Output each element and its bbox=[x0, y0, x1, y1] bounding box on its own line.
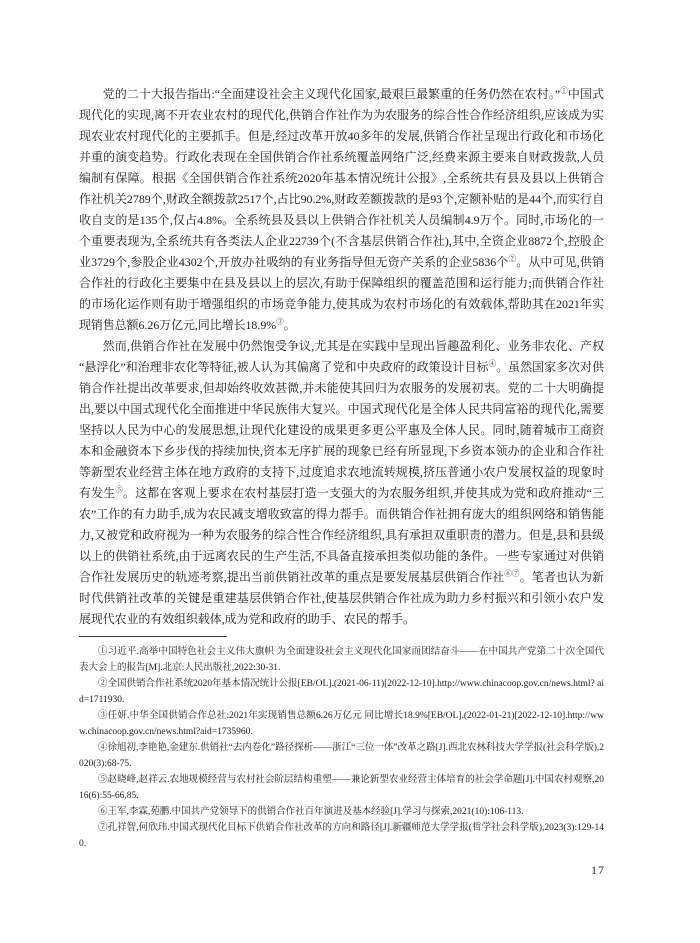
footnotes-section bbox=[79, 644, 604, 852]
body-text-run: 。 bbox=[283, 318, 296, 332]
footnote-item-1: ①习近平.高举中国特色社会主义伟大旗帜 为全面建设社会主义现代化国家而团结奋斗——在中国共产党第二十次全国代表大会上的报告[M].北京:人民出版社,2022:30-31. bbox=[79, 647, 604, 673]
body-text-run: 党的二十大报告指出:“全面建设社会主义现代化国家,最艰巨最繁重的任务仍然在农村。” bbox=[102, 87, 561, 101]
footnote-item-7: ⑦孔祥智,何欣玮.中国式现代化目标下供销合作社改革的方向和路径[J].新疆师范大学学报(哲学社会科学版),2023(3):129-140. bbox=[79, 823, 604, 849]
article-body bbox=[79, 84, 604, 852]
footnote-ref-superscript: ① bbox=[560, 86, 568, 96]
body-text-run: 。笔者也认为新时代供销社改革的关键是重建基层供销合作社,使基层供销合作社成为助力乡村振兴和引领小农户发展现代农业的有效组织载体,成为党和政府的助手、农民的帮手。 bbox=[79, 570, 604, 626]
footnote-item-6: ⑥王军,李霖,苑鹏.中国共产党领导下的供销合作社百年演进及基本经验[J].学习与探索,2021(10):106-113. bbox=[98, 807, 524, 817]
body-text-run: 中国式现代化的实现,离不开农业农村的现代化,供销合作社作为为农服务的综合性合作经济组织,应该成为实现农业农村现代化的主要抓手。但是,经过改革开放40多年的发展,供销合作社呈现出行政化和市场化并重的演变趋势。行政化表现在全国供销合作社系统覆盖网络广泛,经费来源主要来自财政拨款,人员编制有保障。根据《全国供销合作社系统2020年基本情况统计公报》,全系统共有县及县以上供销合作社机关2789个,财政全额拨款2517个,占比90.2%,财政差额拨款的是93个,定额补贴的是44个,而实行自收自支的是135个,仅占4.8%。全系统县及县以上供销合作社机关人员编制4.9万个。同时,市场化的一个重要表现为,全系统共有各类法人企业22739个(不含基层供销合作社),其中,全资企业8872个,控股企业3729个,参股企业4302个,开放办社吸纳的有业务指导但无资产关系的企业5836个 bbox=[79, 87, 604, 269]
footnote-ref-superscript: ⑤ bbox=[115, 485, 124, 495]
body-text-run: 。这都在客观上要求在农村基层打造一支强大的为农服务组织,并使其成为党和政府推动“三农”工作的有力助手,成为农民减支增收致富的得力帮手。而供销合作社拥有庞大的组织网络和销售能力,又被党和政府视为一种为农服务的综合性合作经济组织,具有承担双重职责的潜力。但是,县和县级以上的供销社系统,由于远离农民的生产生活,不具备直接承担类似功能的条件。一些专家通过对供销合作社发展历史的轨迹考察,提出当前供销社改革的重点是要发展基层供销合作社 bbox=[79, 486, 604, 584]
footnote-item-3: ③任妍.中华全国供销合作总社:2021年实现销售总额6.26万亿元 同比增长18.9%[EB/OL].(2022-01-21)[2022-12-10].http://www.chinacoop.gov.cn/news.html?aid=1735960. bbox=[79, 711, 604, 737]
page-number: 17 bbox=[591, 863, 605, 877]
footnote-ref-superscript: ④ bbox=[488, 359, 497, 369]
body-text-run: 然而,供销合作社在发展中仍然饱受争议,尤其是在实践中呈现出旨趣盈利化、业务非农化、产权“悬浮化”和治理非农化等特征,被人认为其偏离了党和中央政府的政策设计目标 bbox=[79, 339, 604, 374]
body-text-run: 。从中可见,供销合作社的行政化主要集中在县及县以上的层次,有助于保障组织的覆盖范围和运行能力;而供销合作社的市场化运作则有助于增强组织的市场竞争能力,使其成为农村市场化的有效载体,帮助其在2021年实现销售总额6.26万亿元,同比增长18.9% bbox=[79, 255, 604, 332]
footnote-item-4: ④徐旭初,李艳艳,金建东.供销社“去内卷化”路径探析——浙江“三位一体”改革之路[J].西北农林科技大学学报(社会科学版),2020(3):68-75. bbox=[79, 743, 604, 769]
footnote-ref-superscript: ② bbox=[508, 254, 517, 264]
footnote-item-5: ⑤赵晓峰,赵祥云.农地规模经营与农村社会阶层结构重塑——兼论新型农业经营主体培育的社会学命题[J].中国农村观察,2016(6):55-66,85. bbox=[79, 775, 604, 801]
footnote-separator bbox=[79, 636, 227, 637]
footnote-ref-superscript: ③ bbox=[276, 317, 284, 327]
footnote-ref-superscript: ⑥⑦ bbox=[504, 569, 520, 579]
footnote-item-2: ②全国供销合作社系统2020年基本情况统计公报[EB/OL].(2021-06-11)[2022-12-10].http://www.chinacoop.gov.cn/news.html? aid=1711930. bbox=[79, 679, 604, 705]
body-text-run: 。虽然国家多次对供销合作社提出改革要求,但却始终收效甚微,并未能使其回归为农服务的发展初衷。党的二十大明确提出,要以中国式现代化全面推进中华民族伟大复兴。中国式现代化是全体人民共同富裕的现代化,需要坚持以人民为中心的发展思想,让现代化建设的成果更多更公平惠及全体人民。同时,随着城市工商资本和金融资本下乡步伐的持续加快,资本无序扩展的现象已经有所显现,下乡资本领办的企业和合作社等新型农业经营主体在地方政府的支持下,过度追求农地流转规模,挤压普通小农户发展权益的现象时有发生 bbox=[79, 360, 604, 500]
body-paragraph-1 bbox=[79, 84, 604, 336]
body-paragraph-2 bbox=[79, 336, 604, 630]
